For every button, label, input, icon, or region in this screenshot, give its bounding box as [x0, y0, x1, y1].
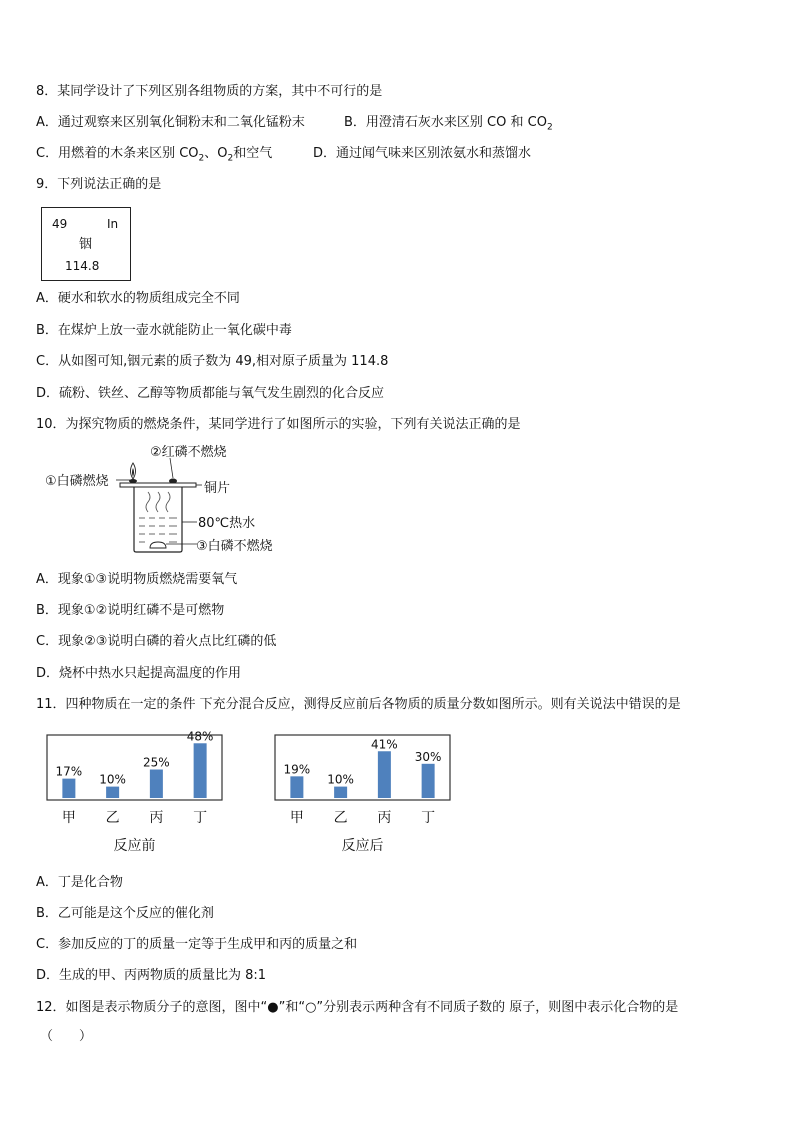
- q12-stem: 12．如图是表示物质分子的意图，图中“●”和“○”分别表示两种含有不同质子数的 原子，则图中表示化合物的是: [36, 1000, 679, 1015]
- q11-option-d: D．生成的甲、丙两物质的质量比为 8:1: [36, 968, 267, 983]
- q8-option-c: C．用燃着的木条来区别 $CO_2$、$O_2$和空气: [36, 146, 273, 164]
- element-symbol: In: [107, 217, 119, 231]
- bar-甲: [290, 776, 303, 798]
- label-white-phosphorus-burning: ①白磷燃烧: [45, 474, 109, 489]
- category-label: 乙: [333, 810, 348, 826]
- category-label: 丙: [377, 810, 392, 826]
- bar-丁: [194, 743, 207, 798]
- q9-option-d: D．硫粉、铁丝、乙醇等物质都能与氧气发生剧烈的化合反应: [36, 386, 385, 401]
- bar-value-label: 48%: [186, 729, 214, 744]
- bar-value-label: 19%: [283, 762, 311, 777]
- bar-value-label: 17%: [55, 764, 83, 779]
- chart-title: 反应前: [113, 838, 156, 854]
- q12-answer-paren: （ ）: [40, 1029, 93, 1044]
- label-copper-plate: 铜片: [204, 481, 231, 496]
- q9-option-c: C．从如图可知,铟元素的质子数为 49,相对原子质量为 114.8: [36, 354, 389, 369]
- q9-option-a: A．硬水和软水的物质组成完全不同: [36, 291, 240, 306]
- element-card: [41, 207, 131, 281]
- q8-option-d: D．通过闻气味来区别浓氨水和蒸馏水: [313, 146, 532, 161]
- q10-option-d: D．烧杯中热水只起提高温度的作用: [36, 666, 242, 681]
- category-label: 丙: [149, 810, 164, 826]
- q8-option-b: B．用澄清石灰水来区别 CO 和 $CO_2$: [344, 115, 553, 133]
- q9-stem: 9．下列说法正确的是: [36, 177, 162, 192]
- bar-乙: [106, 787, 119, 798]
- q8-stem: 8．某同学设计了下列区别各组物质的方案，其中不可行的是: [36, 84, 383, 99]
- bar-value-label: 25%: [143, 755, 170, 770]
- q11-option-a: A．丁是化合物: [36, 875, 123, 890]
- bar-乙: [334, 787, 347, 798]
- label-hot-water: 80℃热水: [198, 516, 256, 531]
- q11-stem: 11．四种物质在一定的条件 下充分混合反应，测得反应前后各物质的质量分数如图所示。则有关说法中错误的是: [36, 697, 681, 712]
- q10-option-b: B．现象①②说明红磷不是可燃物: [36, 603, 225, 618]
- atomic-mass: 114.8: [65, 259, 100, 273]
- bar-value-label: 10%: [99, 772, 126, 787]
- bar-甲: [62, 779, 75, 798]
- category-label: 丁: [193, 810, 208, 826]
- category-label: 甲: [289, 810, 304, 826]
- atomic-number: 49: [52, 217, 68, 231]
- bar-value-label: 30%: [414, 749, 442, 764]
- element-name: 铟: [79, 237, 93, 252]
- category-label: 乙: [105, 810, 120, 826]
- q10-option-c: C．现象②③说明白磷的着火点比红磷的低: [36, 634, 277, 649]
- q8-option-a: A．通过观察来区别氧化铜粉末和二氧化锰粉末: [36, 115, 305, 130]
- bar-丁: [422, 764, 435, 798]
- q10-stem: 10．为探究物质的燃烧条件，某同学进行了如图所示的实验，下列有关说法正确的是: [36, 417, 521, 432]
- q11-option-c: C．参加反应的丁的质量一定等于生成甲和丙的质量之和: [36, 937, 358, 952]
- chart-after: [268, 728, 468, 858]
- label-white-phosphorus-water: ③白磷不燃烧: [196, 539, 273, 554]
- bar-value-label: 10%: [327, 772, 354, 787]
- bar-丙: [150, 770, 163, 799]
- category-label: 甲: [61, 810, 76, 826]
- q9-option-b: B．在煤炉上放一壶水就能防止一氧化碳中毒: [36, 323, 292, 338]
- q10-option-a: A．现象①③说明物质燃烧需要氧气: [36, 572, 238, 587]
- bar-丙: [378, 751, 391, 798]
- chart-title: 反应后: [341, 838, 384, 854]
- category-label: 丁: [421, 810, 436, 826]
- bar-value-label: 41%: [371, 737, 398, 752]
- chart-before: [40, 728, 240, 858]
- label-red-phosphorus: ②红磷不燃烧: [150, 445, 227, 460]
- combustion-experiment-figure: [40, 440, 300, 560]
- q11-option-b: B．乙可能是这个反应的催化剂: [36, 906, 214, 921]
